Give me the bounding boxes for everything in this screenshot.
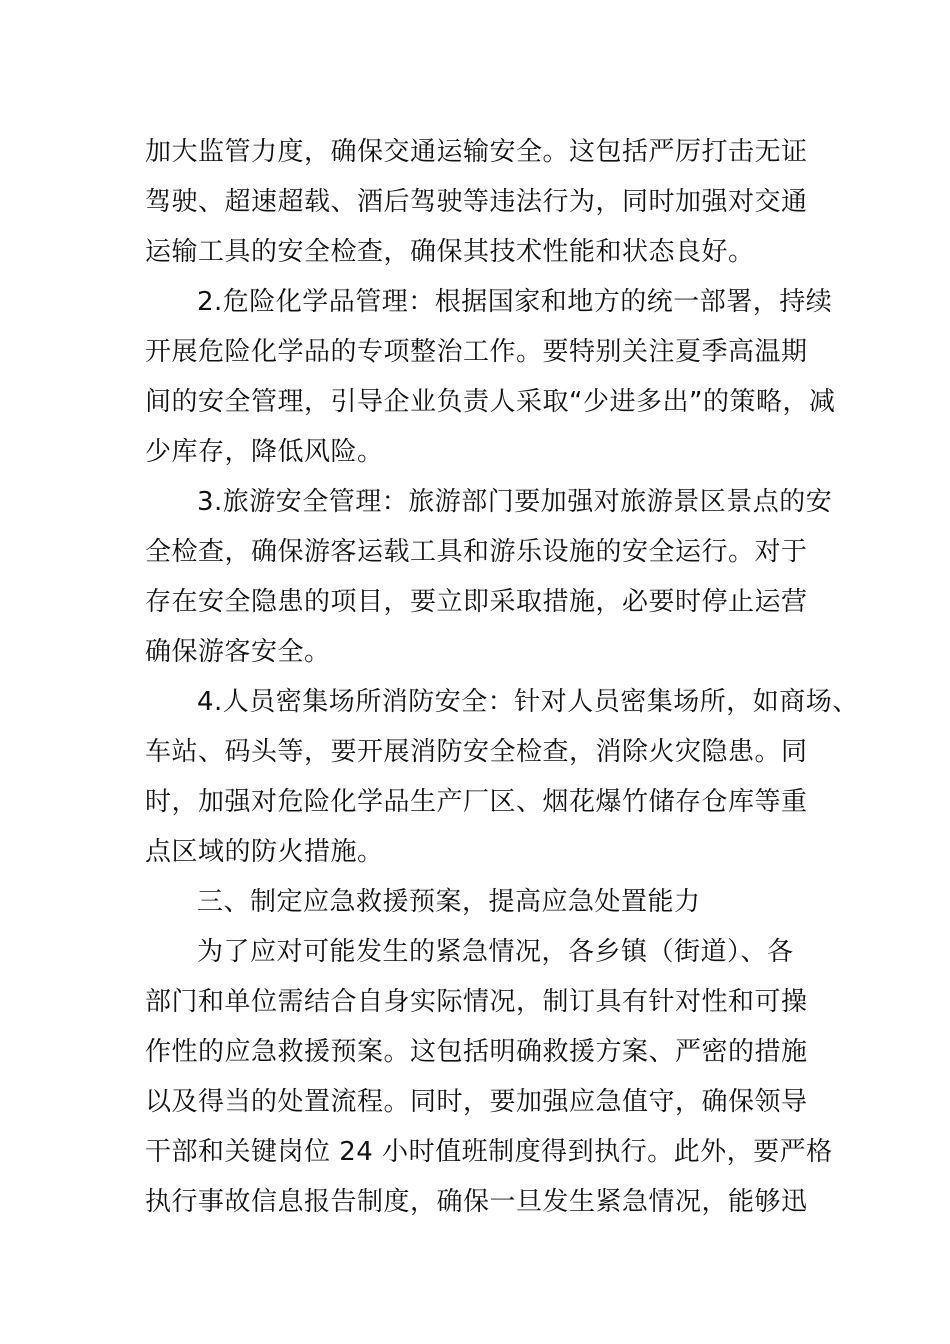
text-line: 存在安全隐患的项目，要立即采取措施，必要时停止运营 (145, 587, 808, 617)
text-line: 3.旅游安全管理：旅游部门要加强对旅游景区景点的安 (197, 487, 833, 517)
text-line: 以及得当的处置流程。同时，要加强应急值守，确保领导 (145, 1087, 808, 1117)
text-line: 部门和单位需结合自身实际情况，制订具有针对性和可操 (145, 987, 808, 1017)
text-line: 间的安全管理，引导企业负责人采取“少进多出”的策略，减 (145, 387, 836, 417)
document-body (145, 127, 859, 1227)
text-line: 确保游客安全。 (145, 637, 331, 667)
text-line: 运输工具的安全检查，确保其技术性能和状态良好。 (145, 237, 755, 267)
text-line: 执行事故信息报告制度，确保一旦发生紧急情况，能够迅 (145, 1187, 808, 1217)
text-line: 驾驶、超速超载、酒后驾驶等违法行为，同时加强对交通 (145, 187, 808, 217)
section-heading: 三、制定应急救援预案，提高应急处置能力 (197, 887, 701, 917)
text-line: 加大监管力度，确保交通运输安全。这包括严厉打击无证 (145, 137, 808, 167)
text-line: 4.人员密集场所消防安全：针对人员密集场所，如商场、 (197, 687, 859, 717)
text-line: 点区域的防火措施。 (145, 837, 384, 867)
text-line: 开展危险化学品的专项整治工作。要特别关注夏季高温期 (145, 337, 808, 367)
text-line: 为了应对可能发生的紧急情况，各乡镇（街道）、各 (197, 937, 794, 967)
text-line: 全检查，确保游客运载工具和游乐设施的安全运行。对于 (145, 537, 808, 567)
text-line: 2.危险化学品管理：根据国家和地方的统一部署，持续 (197, 287, 833, 317)
text-line: 干部和关键岗位 24 小时值班制度得到执行。此外，要严格 (145, 1137, 833, 1167)
text-line: 作性的应急救援预案。这包括明确救援方案、严密的措施 (145, 1037, 808, 1067)
text-line: 时，加强对危险化学品生产厂区、烟花爆竹储存仓库等重 (145, 787, 808, 817)
text-line: 少库存，降低风险。 (145, 437, 384, 467)
text-line: 车站、码头等，要开展消防安全检查，消除火灾隐患。同 (145, 737, 808, 767)
